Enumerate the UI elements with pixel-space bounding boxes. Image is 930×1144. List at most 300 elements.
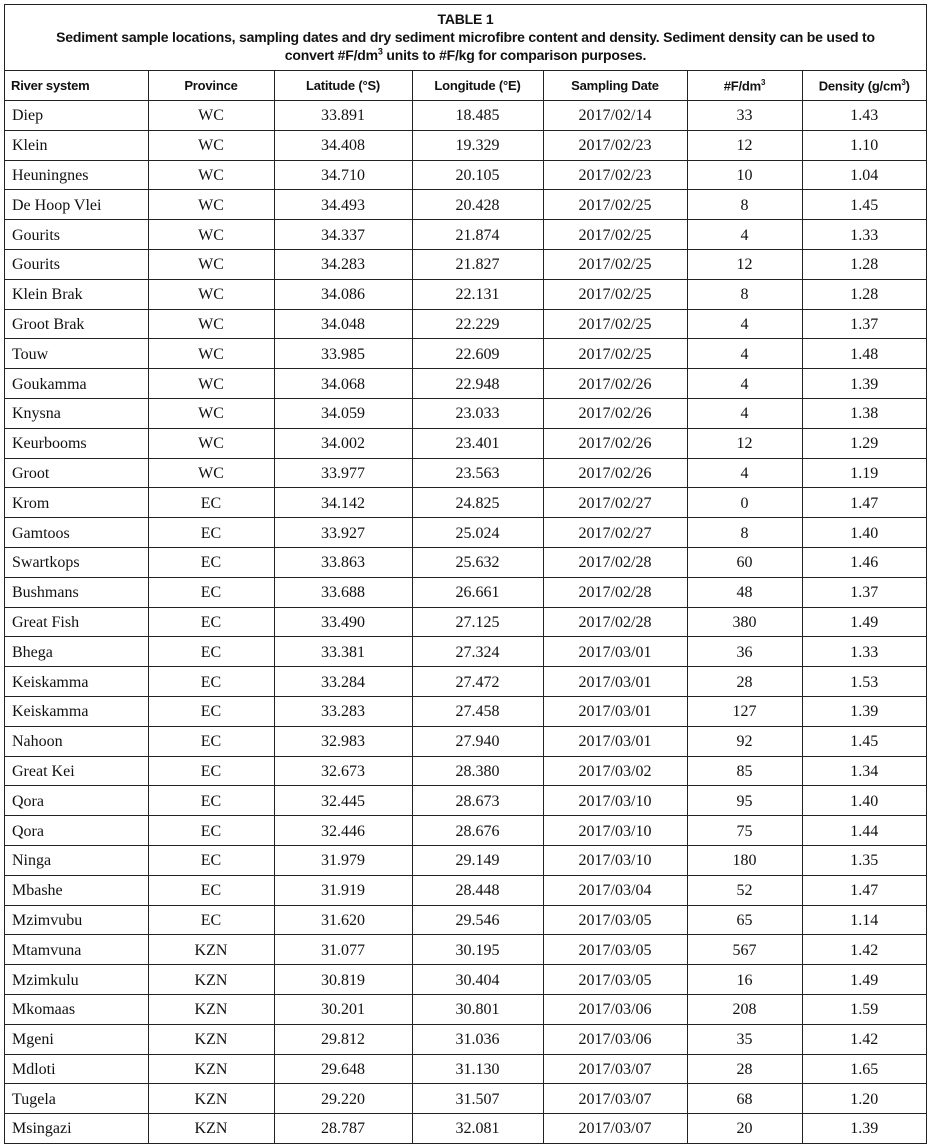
table-row (5, 249, 926, 279)
header-density-close: ) (905, 78, 910, 94)
cell-density: 1.39 (802, 696, 926, 726)
cell-fibres-per-dm3: 567 (687, 935, 802, 965)
cell-longitude: 27.472 (412, 667, 543, 697)
cell-river-system: Qora (5, 816, 148, 846)
cell-latitude: 33.985 (274, 339, 412, 369)
cell-province: EC (148, 547, 274, 577)
table-row (5, 220, 926, 250)
cell-longitude: 22.609 (412, 339, 543, 369)
cell-longitude: 27.125 (412, 607, 543, 637)
cell-density: 1.37 (802, 577, 926, 607)
cell-latitude: 33.927 (274, 518, 412, 548)
cell-province: KZN (148, 1084, 274, 1114)
cell-fibres-per-dm3: 4 (687, 339, 802, 369)
cell-province: WC (148, 369, 274, 399)
cell-longitude: 22.131 (412, 279, 543, 309)
cell-province: EC (148, 816, 274, 846)
cell-density: 1.34 (802, 756, 926, 786)
cell-sampling-date: 2017/03/07 (543, 1054, 687, 1084)
cell-longitude: 28.380 (412, 756, 543, 786)
cell-river-system: Great Fish (5, 607, 148, 637)
cell-longitude: 30.195 (412, 935, 543, 965)
table-row (5, 369, 926, 399)
cell-density: 1.48 (802, 339, 926, 369)
cell-density: 1.04 (802, 160, 926, 190)
table-row (5, 1114, 926, 1143)
cell-province: EC (148, 637, 274, 667)
cell-density: 1.45 (802, 726, 926, 756)
table-row (5, 428, 926, 458)
cell-sampling-date: 2017/03/01 (543, 696, 687, 726)
cell-density: 1.47 (802, 488, 926, 518)
cell-sampling-date: 2017/02/26 (543, 398, 687, 428)
cell-fibres-per-dm3: 36 (687, 637, 802, 667)
table-row (5, 696, 926, 726)
cell-density: 1.44 (802, 816, 926, 846)
table-row (5, 577, 926, 607)
cell-sampling-date: 2017/03/10 (543, 816, 687, 846)
cell-latitude: 30.201 (274, 994, 412, 1024)
cell-fibres-per-dm3: 4 (687, 309, 802, 339)
cell-latitude: 33.891 (274, 101, 412, 131)
cell-province: KZN (148, 935, 274, 965)
cell-province: EC (148, 726, 274, 756)
cell-sampling-date: 2017/02/25 (543, 339, 687, 369)
cell-latitude: 29.812 (274, 1024, 412, 1054)
cell-province: EC (148, 607, 274, 637)
cell-fibres-per-dm3: 75 (687, 816, 802, 846)
caption-line-1: Sediment sample locations, sampling dates and dry sediment microfibre content and density. Sediment density can be used to (56, 29, 875, 45)
cell-fibres-per-dm3: 12 (687, 428, 802, 458)
table-row (5, 726, 926, 756)
cell-longitude: 18.485 (412, 101, 543, 131)
cell-density: 1.19 (802, 458, 926, 488)
cell-province: EC (148, 905, 274, 935)
cell-latitude: 34.002 (274, 428, 412, 458)
cell-latitude: 34.068 (274, 369, 412, 399)
table-row (5, 607, 926, 637)
cell-province: WC (148, 190, 274, 220)
cell-density: 1.59 (802, 994, 926, 1024)
cell-sampling-date: 2017/03/05 (543, 935, 687, 965)
cell-latitude: 32.673 (274, 756, 412, 786)
cell-sampling-date: 2017/03/02 (543, 756, 687, 786)
table-caption (5, 5, 926, 71)
cell-province: WC (148, 101, 274, 131)
cell-longitude: 27.940 (412, 726, 543, 756)
cell-latitude: 33.381 (274, 637, 412, 667)
cell-fibres-per-dm3: 92 (687, 726, 802, 756)
cell-fibres-per-dm3: 12 (687, 130, 802, 160)
cell-latitude: 31.979 (274, 845, 412, 875)
cell-latitude: 31.077 (274, 935, 412, 965)
cell-longitude: 21.827 (412, 249, 543, 279)
table-row (5, 935, 926, 965)
cell-longitude: 25.024 (412, 518, 543, 548)
header-density-sup: 3 (901, 77, 906, 87)
cell-latitude: 32.446 (274, 816, 412, 846)
cell-density: 1.28 (802, 279, 926, 309)
cell-fibres-per-dm3: 10 (687, 160, 802, 190)
cell-fibres-per-dm3: 68 (687, 1084, 802, 1114)
cell-sampling-date: 2017/02/25 (543, 309, 687, 339)
cell-longitude: 27.458 (412, 696, 543, 726)
data-table (5, 71, 926, 1143)
cell-longitude: 23.401 (412, 428, 543, 458)
cell-province: KZN (148, 965, 274, 995)
cell-longitude: 32.081 (412, 1114, 543, 1143)
cell-latitude: 34.059 (274, 398, 412, 428)
sediment-table (4, 4, 927, 1144)
cell-sampling-date: 2017/02/25 (543, 249, 687, 279)
cell-river-system: Goukamma (5, 369, 148, 399)
table-row (5, 309, 926, 339)
cell-province: KZN (148, 1024, 274, 1054)
table-row (5, 786, 926, 816)
cell-river-system: Krom (5, 488, 148, 518)
cell-sampling-date: 2017/03/06 (543, 994, 687, 1024)
cell-latitude: 34.086 (274, 279, 412, 309)
cell-fibres-per-dm3: 33 (687, 101, 802, 131)
cell-latitude: 34.048 (274, 309, 412, 339)
cell-province: EC (148, 696, 274, 726)
cell-province: WC (148, 160, 274, 190)
cell-sampling-date: 2017/03/01 (543, 726, 687, 756)
header-fibres (687, 71, 802, 101)
cell-province: WC (148, 339, 274, 369)
cell-sampling-date: 2017/03/01 (543, 667, 687, 697)
cell-sampling-date: 2017/03/01 (543, 637, 687, 667)
cell-fibres-per-dm3: 48 (687, 577, 802, 607)
table-row (5, 1054, 926, 1084)
cell-longitude: 31.507 (412, 1084, 543, 1114)
cell-fibres-per-dm3: 8 (687, 518, 802, 548)
table-row (5, 756, 926, 786)
cell-sampling-date: 2017/03/10 (543, 786, 687, 816)
cell-province: KZN (148, 994, 274, 1024)
cell-density: 1.38 (802, 398, 926, 428)
header-river-system: River system (5, 71, 148, 101)
cell-sampling-date: 2017/03/07 (543, 1084, 687, 1114)
cell-province: WC (148, 309, 274, 339)
table-row (5, 488, 926, 518)
table-row (5, 130, 926, 160)
cell-latitude: 33.977 (274, 458, 412, 488)
table-row (5, 339, 926, 369)
cell-longitude: 20.428 (412, 190, 543, 220)
cell-sampling-date: 2017/03/06 (543, 1024, 687, 1054)
header-density (802, 71, 926, 101)
table-row (5, 160, 926, 190)
cell-latitude: 34.142 (274, 488, 412, 518)
cell-river-system: De Hoop Vlei (5, 190, 148, 220)
table-row (5, 875, 926, 905)
table-row (5, 994, 926, 1024)
cell-river-system: Mbashe (5, 875, 148, 905)
cell-fibres-per-dm3: 20 (687, 1114, 802, 1143)
cell-river-system: Knysna (5, 398, 148, 428)
cell-sampling-date: 2017/02/27 (543, 488, 687, 518)
cell-river-system: Diep (5, 101, 148, 131)
cell-fibres-per-dm3: 4 (687, 458, 802, 488)
cell-longitude: 21.874 (412, 220, 543, 250)
caption-line-2 (5, 46, 926, 64)
header-fibres-sup: 3 (761, 77, 766, 87)
cell-sampling-date: 2017/02/26 (543, 369, 687, 399)
cell-province: WC (148, 428, 274, 458)
cell-latitude: 29.648 (274, 1054, 412, 1084)
cell-longitude: 28.448 (412, 875, 543, 905)
cell-province: WC (148, 249, 274, 279)
cell-province: EC (148, 518, 274, 548)
cell-sampling-date: 2017/02/14 (543, 101, 687, 131)
cell-density: 1.35 (802, 845, 926, 875)
header-longitude: Longitude (°E) (412, 71, 543, 101)
table-body (5, 101, 926, 1143)
header-row (5, 71, 926, 101)
cell-sampling-date: 2017/03/04 (543, 875, 687, 905)
cell-river-system: Groot (5, 458, 148, 488)
cell-latitude: 33.863 (274, 547, 412, 577)
cell-latitude: 28.787 (274, 1114, 412, 1143)
cell-river-system: Bushmans (5, 577, 148, 607)
cell-river-system: Mzimvubu (5, 905, 148, 935)
table-row (5, 965, 926, 995)
table-row (5, 101, 926, 131)
cell-province: EC (148, 488, 274, 518)
cell-sampling-date: 2017/02/25 (543, 220, 687, 250)
cell-fibres-per-dm3: 28 (687, 667, 802, 697)
cell-latitude: 32.983 (274, 726, 412, 756)
cell-river-system: Gourits (5, 249, 148, 279)
cell-river-system: Gamtoos (5, 518, 148, 548)
cell-density: 1.42 (802, 935, 926, 965)
cell-fibres-per-dm3: 65 (687, 905, 802, 935)
cell-density: 1.49 (802, 607, 926, 637)
cell-sampling-date: 2017/02/26 (543, 428, 687, 458)
header-fibres-text: #F/dm (723, 78, 762, 94)
cell-province: WC (148, 130, 274, 160)
cell-river-system: Ninga (5, 845, 148, 875)
cell-fibres-per-dm3: 180 (687, 845, 802, 875)
table-row (5, 190, 926, 220)
cell-province: EC (148, 845, 274, 875)
cell-fibres-per-dm3: 380 (687, 607, 802, 637)
cell-density: 1.53 (802, 667, 926, 697)
cell-fibres-per-dm3: 4 (687, 369, 802, 399)
cell-latitude: 34.408 (274, 130, 412, 160)
cell-river-system: Touw (5, 339, 148, 369)
cell-river-system: Mgeni (5, 1024, 148, 1054)
cell-sampling-date: 2017/02/28 (543, 607, 687, 637)
table-row (5, 1084, 926, 1114)
cell-sampling-date: 2017/03/05 (543, 965, 687, 995)
cell-province: EC (148, 875, 274, 905)
cell-density: 1.39 (802, 1114, 926, 1143)
cell-latitude: 34.337 (274, 220, 412, 250)
cell-fibres-per-dm3: 127 (687, 696, 802, 726)
cell-density: 1.46 (802, 547, 926, 577)
caption-text: convert #F/dm (284, 47, 378, 63)
cell-longitude: 23.563 (412, 458, 543, 488)
header-density-text: Density (g/cm (818, 78, 902, 94)
cell-province: EC (148, 667, 274, 697)
cell-longitude: 26.661 (412, 577, 543, 607)
cell-fibres-per-dm3: 16 (687, 965, 802, 995)
cell-river-system: Bhega (5, 637, 148, 667)
table-title: TABLE 1 (437, 11, 494, 27)
cell-longitude: 30.404 (412, 965, 543, 995)
cell-density: 1.40 (802, 786, 926, 816)
cell-longitude: 23.033 (412, 398, 543, 428)
cell-river-system: Nahoon (5, 726, 148, 756)
cell-longitude: 29.546 (412, 905, 543, 935)
cell-river-system: Mtamvuna (5, 935, 148, 965)
cell-fibres-per-dm3: 4 (687, 398, 802, 428)
cell-density: 1.37 (802, 309, 926, 339)
cell-fibres-per-dm3: 52 (687, 875, 802, 905)
cell-sampling-date: 2017/02/25 (543, 190, 687, 220)
cell-sampling-date: 2017/03/07 (543, 1114, 687, 1143)
cell-density: 1.39 (802, 369, 926, 399)
caption-text: units to #F/kg for comparison purposes. (382, 47, 647, 63)
cell-density: 1.29 (802, 428, 926, 458)
cell-density: 1.10 (802, 130, 926, 160)
cell-latitude: 32.445 (274, 786, 412, 816)
cell-river-system: Qora (5, 786, 148, 816)
cell-longitude: 28.676 (412, 816, 543, 846)
cell-fibres-per-dm3: 35 (687, 1024, 802, 1054)
cell-latitude: 31.620 (274, 905, 412, 935)
cell-province: KZN (148, 1114, 274, 1143)
cell-sampling-date: 2017/02/23 (543, 130, 687, 160)
cell-river-system: Great Kei (5, 756, 148, 786)
cell-sampling-date: 2017/03/10 (543, 845, 687, 875)
cell-longitude: 31.036 (412, 1024, 543, 1054)
cell-latitude: 33.688 (274, 577, 412, 607)
cell-province: WC (148, 279, 274, 309)
cell-latitude: 34.710 (274, 160, 412, 190)
cell-province: EC (148, 786, 274, 816)
cell-fibres-per-dm3: 0 (687, 488, 802, 518)
cell-density: 1.65 (802, 1054, 926, 1084)
cell-river-system: Msingazi (5, 1114, 148, 1143)
cell-river-system: Mkomaas (5, 994, 148, 1024)
cell-latitude: 33.490 (274, 607, 412, 637)
cell-longitude: 24.825 (412, 488, 543, 518)
cell-river-system: Keiskamma (5, 696, 148, 726)
table-row (5, 398, 926, 428)
cell-density: 1.14 (802, 905, 926, 935)
cell-river-system: Klein (5, 130, 148, 160)
cell-river-system: Mdloti (5, 1054, 148, 1084)
table-row (5, 547, 926, 577)
cell-latitude: 33.284 (274, 667, 412, 697)
cell-province: EC (148, 756, 274, 786)
cell-density: 1.42 (802, 1024, 926, 1054)
cell-province: WC (148, 458, 274, 488)
cell-density: 1.45 (802, 190, 926, 220)
cell-sampling-date: 2017/02/23 (543, 160, 687, 190)
cell-latitude: 31.919 (274, 875, 412, 905)
cell-density: 1.49 (802, 965, 926, 995)
cell-river-system: Swartkops (5, 547, 148, 577)
cell-longitude: 25.632 (412, 547, 543, 577)
cell-latitude: 29.220 (274, 1084, 412, 1114)
cell-sampling-date: 2017/03/05 (543, 905, 687, 935)
cell-river-system: Heuningnes (5, 160, 148, 190)
cell-river-system: Groot Brak (5, 309, 148, 339)
cell-latitude: 34.493 (274, 190, 412, 220)
cell-latitude: 30.819 (274, 965, 412, 995)
header-latitude: Latitude (°S) (274, 71, 412, 101)
cell-latitude: 33.283 (274, 696, 412, 726)
cell-density: 1.20 (802, 1084, 926, 1114)
cell-fibres-per-dm3: 8 (687, 190, 802, 220)
cell-fibres-per-dm3: 8 (687, 279, 802, 309)
cell-province: WC (148, 220, 274, 250)
cell-density: 1.28 (802, 249, 926, 279)
table-row (5, 816, 926, 846)
cell-density: 1.47 (802, 875, 926, 905)
cell-longitude: 30.801 (412, 994, 543, 1024)
cell-longitude: 22.948 (412, 369, 543, 399)
cell-longitude: 29.149 (412, 845, 543, 875)
cell-longitude: 27.324 (412, 637, 543, 667)
table-row (5, 637, 926, 667)
caption-superscript: 3 (377, 46, 383, 57)
cell-sampling-date: 2017/02/27 (543, 518, 687, 548)
cell-density: 1.33 (802, 220, 926, 250)
table-row (5, 667, 926, 697)
cell-latitude: 34.283 (274, 249, 412, 279)
cell-river-system: Mzimkulu (5, 965, 148, 995)
header-sampling-date: Sampling Date (543, 71, 687, 101)
table-row (5, 279, 926, 309)
cell-fibres-per-dm3: 28 (687, 1054, 802, 1084)
cell-density: 1.40 (802, 518, 926, 548)
table-row (5, 845, 926, 875)
cell-longitude: 19.329 (412, 130, 543, 160)
cell-fibres-per-dm3: 12 (687, 249, 802, 279)
table-row (5, 1024, 926, 1054)
cell-sampling-date: 2017/02/25 (543, 279, 687, 309)
cell-fibres-per-dm3: 85 (687, 756, 802, 786)
cell-province: EC (148, 577, 274, 607)
cell-fibres-per-dm3: 4 (687, 220, 802, 250)
cell-river-system: Tugela (5, 1084, 148, 1114)
table-row (5, 518, 926, 548)
header-province: Province (148, 71, 274, 101)
cell-longitude: 31.130 (412, 1054, 543, 1084)
cell-fibres-per-dm3: 60 (687, 547, 802, 577)
table-row (5, 458, 926, 488)
cell-province: KZN (148, 1054, 274, 1084)
cell-fibres-per-dm3: 95 (687, 786, 802, 816)
cell-sampling-date: 2017/02/28 (543, 577, 687, 607)
cell-sampling-date: 2017/02/28 (543, 547, 687, 577)
cell-longitude: 20.105 (412, 160, 543, 190)
cell-river-system: Klein Brak (5, 279, 148, 309)
cell-longitude: 22.229 (412, 309, 543, 339)
cell-density: 1.43 (802, 101, 926, 131)
cell-longitude: 28.673 (412, 786, 543, 816)
cell-river-system: Keiskamma (5, 667, 148, 697)
cell-province: WC (148, 398, 274, 428)
cell-river-system: Gourits (5, 220, 148, 250)
table-row (5, 905, 926, 935)
cell-sampling-date: 2017/02/26 (543, 458, 687, 488)
